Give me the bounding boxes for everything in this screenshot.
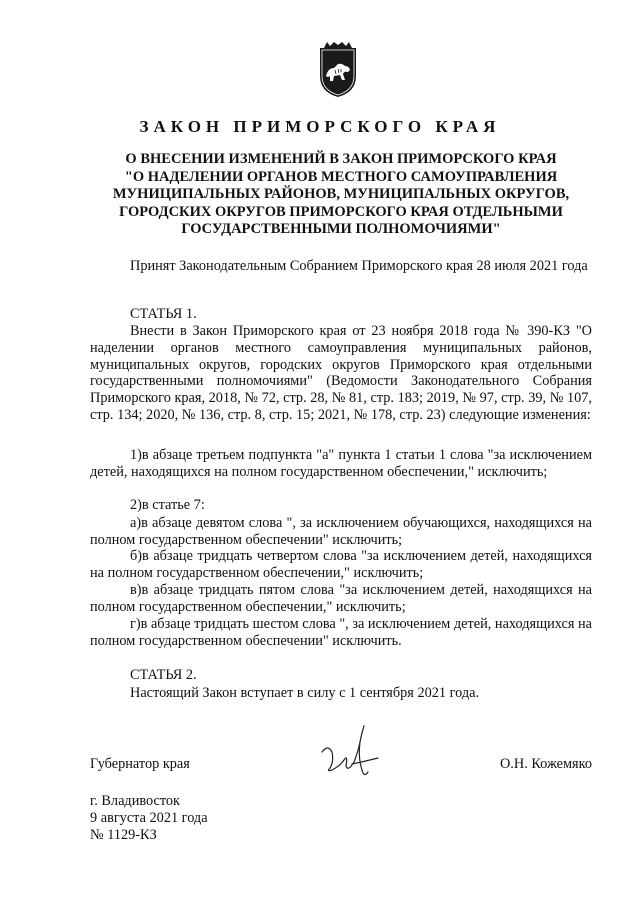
article-2-text: Настоящий Закон вступает в силу с 1 сентября 2021 года. (130, 685, 480, 701)
article-2-heading: СТАТЬЯ 2. (130, 667, 197, 683)
article-1-heading: СТАТЬЯ 1. (130, 306, 197, 322)
subtitle-line: ГОСУДАРСТВЕННЫМИ ПОЛНОМОЧИЯМИ" (181, 221, 501, 237)
adoption-note: Принят Законодательным Собранием Приморского края 28 июля 2021 года (130, 258, 588, 274)
place-date-block (90, 793, 208, 844)
law-subtitle (90, 151, 592, 239)
signature-row (90, 756, 592, 778)
article-1-item-2: 2)в статье 7: (130, 497, 205, 513)
signatory-position: Губернатор края (90, 756, 190, 772)
signatory-name: О.Н. Кожемяко (499, 756, 592, 772)
subtitle-line: "О НАДЕЛЕНИИ ОРГАНОВ МЕСТНОГО САМОУПРАВЛЕНИЯ (124, 168, 558, 185)
article-1-item-2g: г)в абзаце тридцать шестом слова ", за исключением детей, находящихся на полном государственном обеспечении" исключить. (90, 616, 592, 649)
subtitle-line: ГОРОДСКИХ ОКРУГОВ ПРИМОРСКОГО КРАЯ ОТДЕЛЬНЫМИ (119, 203, 563, 220)
place: г. Владивосток (90, 793, 180, 809)
article-1-item-2a: а)в абзаце девятом слова ", за исключением обучающихся, находящихся на полном государственном обеспечении" исключить; (90, 515, 592, 548)
law-title: ЗАКОН ПРИМОРСКОГО КРАЯ (139, 117, 501, 136)
article-1-item-2b: б)в абзаце тридцать четвертом слова "за исключением детей, находящихся на полном государственном обеспечении," исключить; (90, 548, 592, 581)
article-1-intro: Внести в Закон Приморского края от 23 ноября 2018 года № 390-КЗ "О наделении органов местного самоуправления муниципальных районов, муниципальных округов, городских округов Приморского края отдельными государственными полномочиями" (Ведомости Законодательного Собрания Приморского края, 2018, № 72, стр. 28, № 81, стр. 183; 2019, № 97, стр. 39, № 107, стр. 134; 2020, № 136, стр. 8, стр. 15; 2021, № 178, стр. 23) следующие изменения: (90, 323, 592, 423)
signing-date: 9 августа 2021 года (90, 810, 208, 826)
article-1-item-2v: в)в абзаце тридцать пятом слова "за исключением детей, находящихся на полном государственном обеспечении," исключить; (90, 582, 592, 615)
primorsky-tiger-emblem-icon (318, 42, 358, 98)
law-number: № 1129-КЗ (90, 827, 157, 843)
subtitle-line: О ВНЕСЕНИИ ИЗМЕНЕНИЙ В ЗАКОН ПРИМОРСКОГО КРАЯ (125, 151, 557, 167)
subtitle-line: МУНИЦИПАЛЬНЫХ РАЙОНОВ, МУНИЦИПАЛЬНЫХ ОКРУГОВ, (112, 186, 570, 202)
article-1-item-1: 1)в абзаце третьем подпункта "а" пункта 1 статьи 1 слова "за исключением детей, находящихся на полном государственном обеспечении," исключить; (90, 447, 592, 480)
